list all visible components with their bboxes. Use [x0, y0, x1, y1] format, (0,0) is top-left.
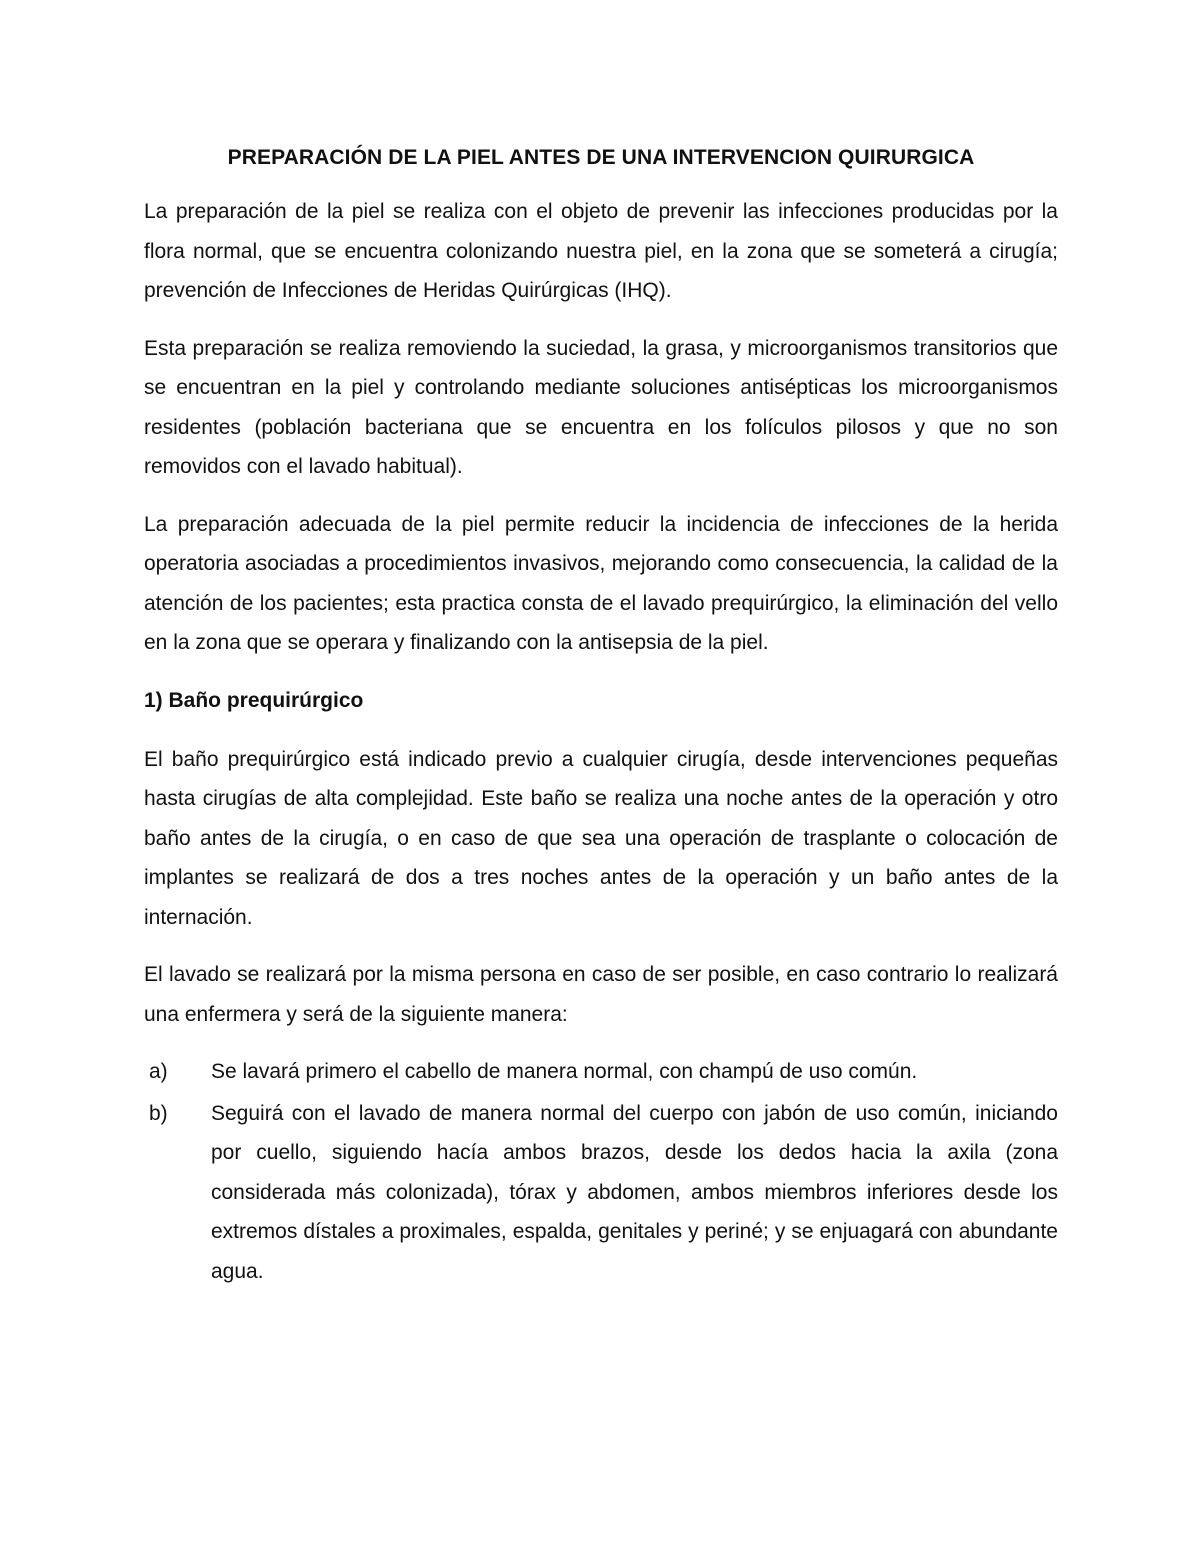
section-heading-bano-prequirurgico: 1) Baño prequirúrgico: [144, 688, 364, 712]
section-paragraph-1: El baño prequirúrgico está indicado previo a cualquier cirugía, desde intervenciones pequeñas hasta cirugías de alta complejidad. Este baño se realiza una noche antes de la operación y otro baño antes de la cirugía, o en caso de que sea una operación de trasplante o colocación de implantes se realizará de dos a tres noches antes de la operación y un baño antes de la internación.: [144, 747, 1058, 929]
list-item-text: Se lavará primero el cabello de manera normal, con champú de uso común.: [211, 1060, 918, 1083]
intro-paragraph-2: Esta preparación se realiza removiendo la suciedad, la grasa, y microorganismos transitorios que se encuentran en la piel y controlando mediante soluciones antisépticas los microorganismos residentes (población bacteriana que se encuentra en los folículos pilosos y que no son removidos con el lavado habitual).: [144, 336, 1058, 478]
intro-paragraph-3: La preparación adecuada de la piel permite reducir la incidencia de infecciones de la herida operatoria asociadas a procedimientos invasivos, mejorando como consecuencia, la calidad de la atención de los pacientes; esta practica consta de el lavado prequirúrgico, la eliminación del vello en la zona que se operara y finalizando con la antisepsia de la piel.: [144, 512, 1058, 654]
document-title: PREPARACIÓN DE LA PIEL ANTES DE UNA INTERVENCION QUIRURGICA: [227, 146, 975, 169]
list-item: [144, 1052, 1058, 1092]
list-item: [144, 1094, 1058, 1292]
section-paragraph-2: El lavado se realizará por la misma persona en caso de ser posible, en caso contrario lo realizará una enfermera y será de la siguiente manera:: [144, 963, 1058, 1026]
list-item-text: Seguirá con el lavado de manera normal del cuerpo con jabón de uso común, iniciando por cuello, siguiendo hacía ambos brazos, desde los dedos hacia la axila (zona considerada más colonizada), tórax y abdomen, ambos miembros inferiores desde los extremos dístales a proximales, espalda, genitales y periné; y se enjuagará con abundante agua.: [211, 1101, 1058, 1283]
list-marker: b): [149, 1101, 168, 1125]
list-marker: a): [149, 1060, 168, 1083]
document-page: [144, 138, 1058, 1293]
intro-paragraph-1: La preparación de la piel se realiza con el objeto de prevenir las infecciones producidas por la flora normal, que se encuentra colonizando nuestra piel, en la zona que se someterá a cirugía; prevención de Infecciones de Heridas Quirúrgicas (IHQ).: [144, 200, 1058, 302]
washing-steps-list: [144, 1052, 1058, 1291]
